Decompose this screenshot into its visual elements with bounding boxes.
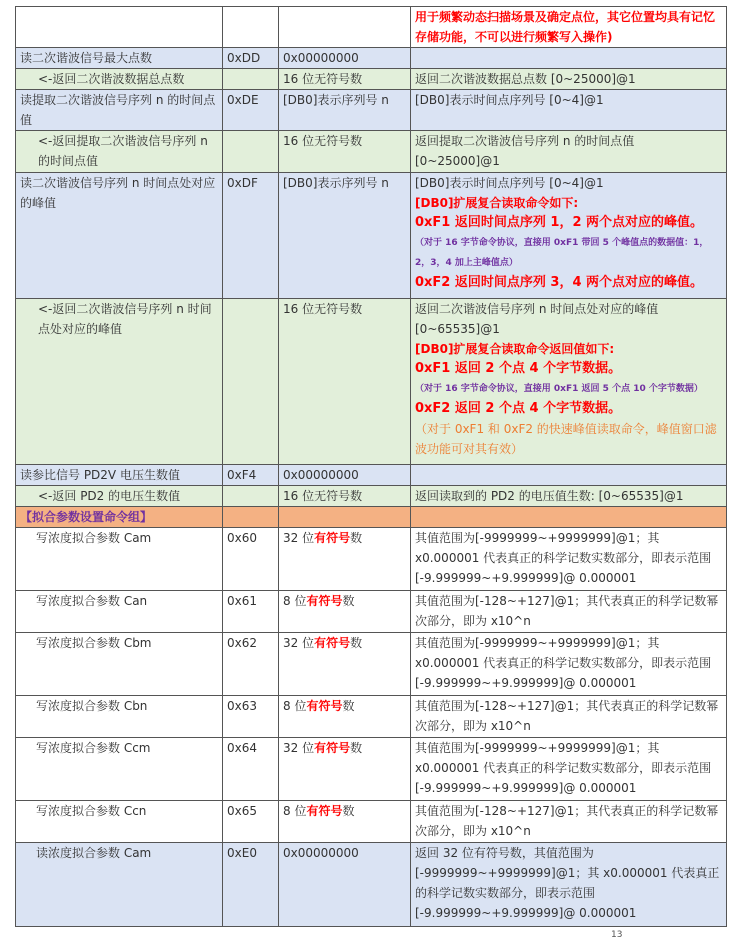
command-name: <-返回二次谐波数据总点数: [16, 69, 223, 90]
table-row: [16, 591, 727, 633]
bit-width: 8 位: [283, 699, 307, 713]
signed-label: 有符号: [306, 804, 343, 818]
command-name: 写浓度拟合参数 Cbn: [16, 696, 223, 738]
command-desc: 其值范围为[-9999999~+9999999]@1；其 x0.000001 代表真正的科学记数实数部分，即表示范围[-9.999999~+9.999999]@ 0.000001: [411, 528, 727, 591]
command-name: 读参比信号 PD2V 电压生数值: [16, 465, 223, 486]
command-param: 0x00000000: [279, 843, 411, 927]
bit-width: 32 位: [283, 741, 315, 755]
table-row: [16, 801, 727, 843]
desc-line: [DB0]扩展复合读取命令如下:: [415, 196, 579, 210]
section-row: [16, 507, 727, 528]
desc-note: （对于 0xF1 和 0xF2 的快速峰值读取命令，峰值窗口滤波功能可对其有效）: [415, 422, 717, 456]
command-param: 16 位无符号数: [279, 486, 411, 507]
command-code: 0x63: [223, 696, 279, 738]
number-suffix: 数: [342, 699, 355, 713]
bit-width: 8 位: [283, 804, 307, 818]
command-code: [223, 486, 279, 507]
command-name: 写浓度拟合参数 Can: [16, 591, 223, 633]
command-desc: 其值范围为[-9999999~+9999999]@1；其 x0.000001 代表真正的科学记数实数部分，即表示范围[-9.999999~+9.999999]@ 0.000001: [411, 633, 727, 696]
number-suffix: 数: [342, 594, 355, 608]
bit-width: 32 位: [283, 531, 315, 545]
command-desc: 其值范围为[-9999999~+9999999]@1；其 x0.000001 代表真正的科学记数实数部分，即表示范围[-9.999999~+9.999999]@ 0.000001: [411, 738, 727, 801]
table-row: [16, 465, 727, 486]
cell: [16, 7, 223, 48]
note-cell: 用于频繁动态扫描场景及确定点位，其它位置均具有记忆存储功能，不可以进行频繁写入操作): [411, 7, 727, 48]
command-name: 写浓度拟合参数 Ccn: [16, 801, 223, 843]
command-desc: [411, 48, 727, 69]
number-suffix: 数: [342, 804, 355, 818]
table-row: [16, 486, 727, 507]
command-code: 0x64: [223, 738, 279, 801]
command-code: [223, 69, 279, 90]
command-name: 读浓度拟合参数 Cam: [16, 843, 223, 927]
number-suffix: 数: [350, 636, 363, 650]
command-param: 0x00000000: [279, 465, 411, 486]
table-row: [16, 131, 727, 173]
section-title: 【拟合参数设置命令组】: [16, 507, 223, 528]
signed-label: 有符号: [314, 531, 351, 545]
table-row: [16, 299, 727, 465]
command-name: <-返回提取二次谐波信号序列 n 的时间点值: [16, 131, 223, 173]
command-name: 读二次谐波信号最大点数: [16, 48, 223, 69]
bit-width: 32 位: [283, 636, 315, 650]
command-name: 读二次谐波信号序列 n 时间点处对应的峰值: [16, 173, 223, 299]
command-code: [223, 131, 279, 173]
desc-note: （对于 16 字节命令协议，直接用 0xF1 带回 5 个峰值点的数据值：1，2，3，4 加上主峰值点）: [415, 238, 709, 268]
command-desc: 其值范围为[-128~+127]@1；其代表真正的科学记数幂次部分，即为 x10^n: [411, 591, 727, 633]
desc-line: 0xF2 返回时间点序列 3，4 两个点对应的峰值。: [415, 275, 704, 290]
desc-line: 0xF1 返回时间点序列 1，2 两个点对应的峰值。: [415, 215, 704, 230]
command-param: [279, 738, 411, 801]
table-row: [16, 528, 727, 591]
command-desc: [411, 465, 727, 486]
command-name: <-返回二次谐波信号序列 n 时间点处对应的峰值: [16, 299, 223, 465]
command-table: [15, 6, 727, 927]
cell: [279, 7, 411, 48]
desc-line: 0xF2 返回 2 个点 4 个字节数据。: [415, 401, 622, 416]
desc-line: 0xF1 返回 2 个点 4 个字节数据。: [415, 361, 622, 376]
cell: [223, 7, 279, 48]
table-row: [16, 843, 727, 927]
table-row: [16, 7, 727, 48]
command-param: [279, 801, 411, 843]
table-row: [16, 90, 727, 131]
command-param: [279, 528, 411, 591]
number-suffix: 数: [350, 531, 363, 545]
command-param: 16 位无符号数: [279, 69, 411, 90]
command-name: 读提取二次谐波信号序列 n 的时间点值: [16, 90, 223, 131]
command-desc: 返回提取二次谐波信号序列 n 的时间点值 [0~25000]@1: [411, 131, 727, 173]
command-param: [279, 591, 411, 633]
command-name: 写浓度拟合参数 Cam: [16, 528, 223, 591]
command-name: 写浓度拟合参数 Ccm: [16, 738, 223, 801]
cell: [223, 507, 279, 528]
table-row: [16, 69, 727, 90]
command-desc: [411, 299, 727, 465]
command-param: 16 位无符号数: [279, 299, 411, 465]
desc-line: 返回二次谐波信号序列 n 时间点处对应的峰值 [0~65535]@1: [415, 302, 659, 336]
command-code: 0xDD: [223, 48, 279, 69]
command-param: [DB0]表示序列号 n: [279, 90, 411, 131]
cell: [279, 507, 411, 528]
command-desc: 返回二次谐波数据总点数 [0~25000]@1: [411, 69, 727, 90]
desc-line: [DB0]扩展复合读取命令返回值如下:: [415, 342, 615, 356]
command-code: 0xDF: [223, 173, 279, 299]
desc-line: [DB0]表示时间点序列号 [0~4]@1: [415, 176, 604, 190]
table-row: [16, 173, 727, 299]
table-row: [16, 696, 727, 738]
command-code: [223, 299, 279, 465]
command-desc: 返回读取到的 PD2 的电压值生数: [0~65535]@1: [411, 486, 727, 507]
signed-label: 有符号: [314, 741, 351, 755]
command-desc: 返回 32 位有符号数，其值范围为[-9999999~+9999999]@1；其 x0.000001 代表真正的科学记数实数部分，即表示范围[-9.999999~+9.999999]@ 0.000001: [411, 843, 727, 927]
command-name: 写浓度拟合参数 Cbm: [16, 633, 223, 696]
bit-width: 8 位: [283, 594, 307, 608]
command-param: [279, 633, 411, 696]
command-desc: 其值范围为[-128~+127]@1；其代表真正的科学记数幂次部分，即为 x10^n: [411, 696, 727, 738]
signed-label: 有符号: [306, 699, 343, 713]
command-code: 0xDE: [223, 90, 279, 131]
command-param: 16 位无符号数: [279, 131, 411, 173]
cell: [411, 507, 727, 528]
command-code: 0xE0: [223, 843, 279, 927]
command-code: 0x62: [223, 633, 279, 696]
command-code: 0x65: [223, 801, 279, 843]
command-desc: 其值范围为[-128~+127]@1；其代表真正的科学记数幂次部分，即为 x10^n: [411, 801, 727, 843]
command-code: 0xF4: [223, 465, 279, 486]
command-code: 0x60: [223, 528, 279, 591]
command-desc: [411, 173, 727, 299]
table-row: [16, 48, 727, 69]
command-param: 0x00000000: [279, 48, 411, 69]
command-name: <-返回 PD2 的电压生数值: [16, 486, 223, 507]
signed-label: 有符号: [306, 594, 343, 608]
command-code: 0x61: [223, 591, 279, 633]
page-number: 13: [611, 930, 623, 940]
table-row: [16, 738, 727, 801]
command-param: [DB0]表示序列号 n: [279, 173, 411, 299]
desc-note: （对于 16 字节命令协议，直接用 0xF1 返回 5 个点 10 个字节数据）: [415, 384, 703, 394]
command-param: [279, 696, 411, 738]
signed-label: 有符号: [314, 636, 351, 650]
table-row: [16, 633, 727, 696]
command-desc: [DB0]表示时间点序列号 [0~4]@1: [411, 90, 727, 131]
number-suffix: 数: [350, 741, 363, 755]
